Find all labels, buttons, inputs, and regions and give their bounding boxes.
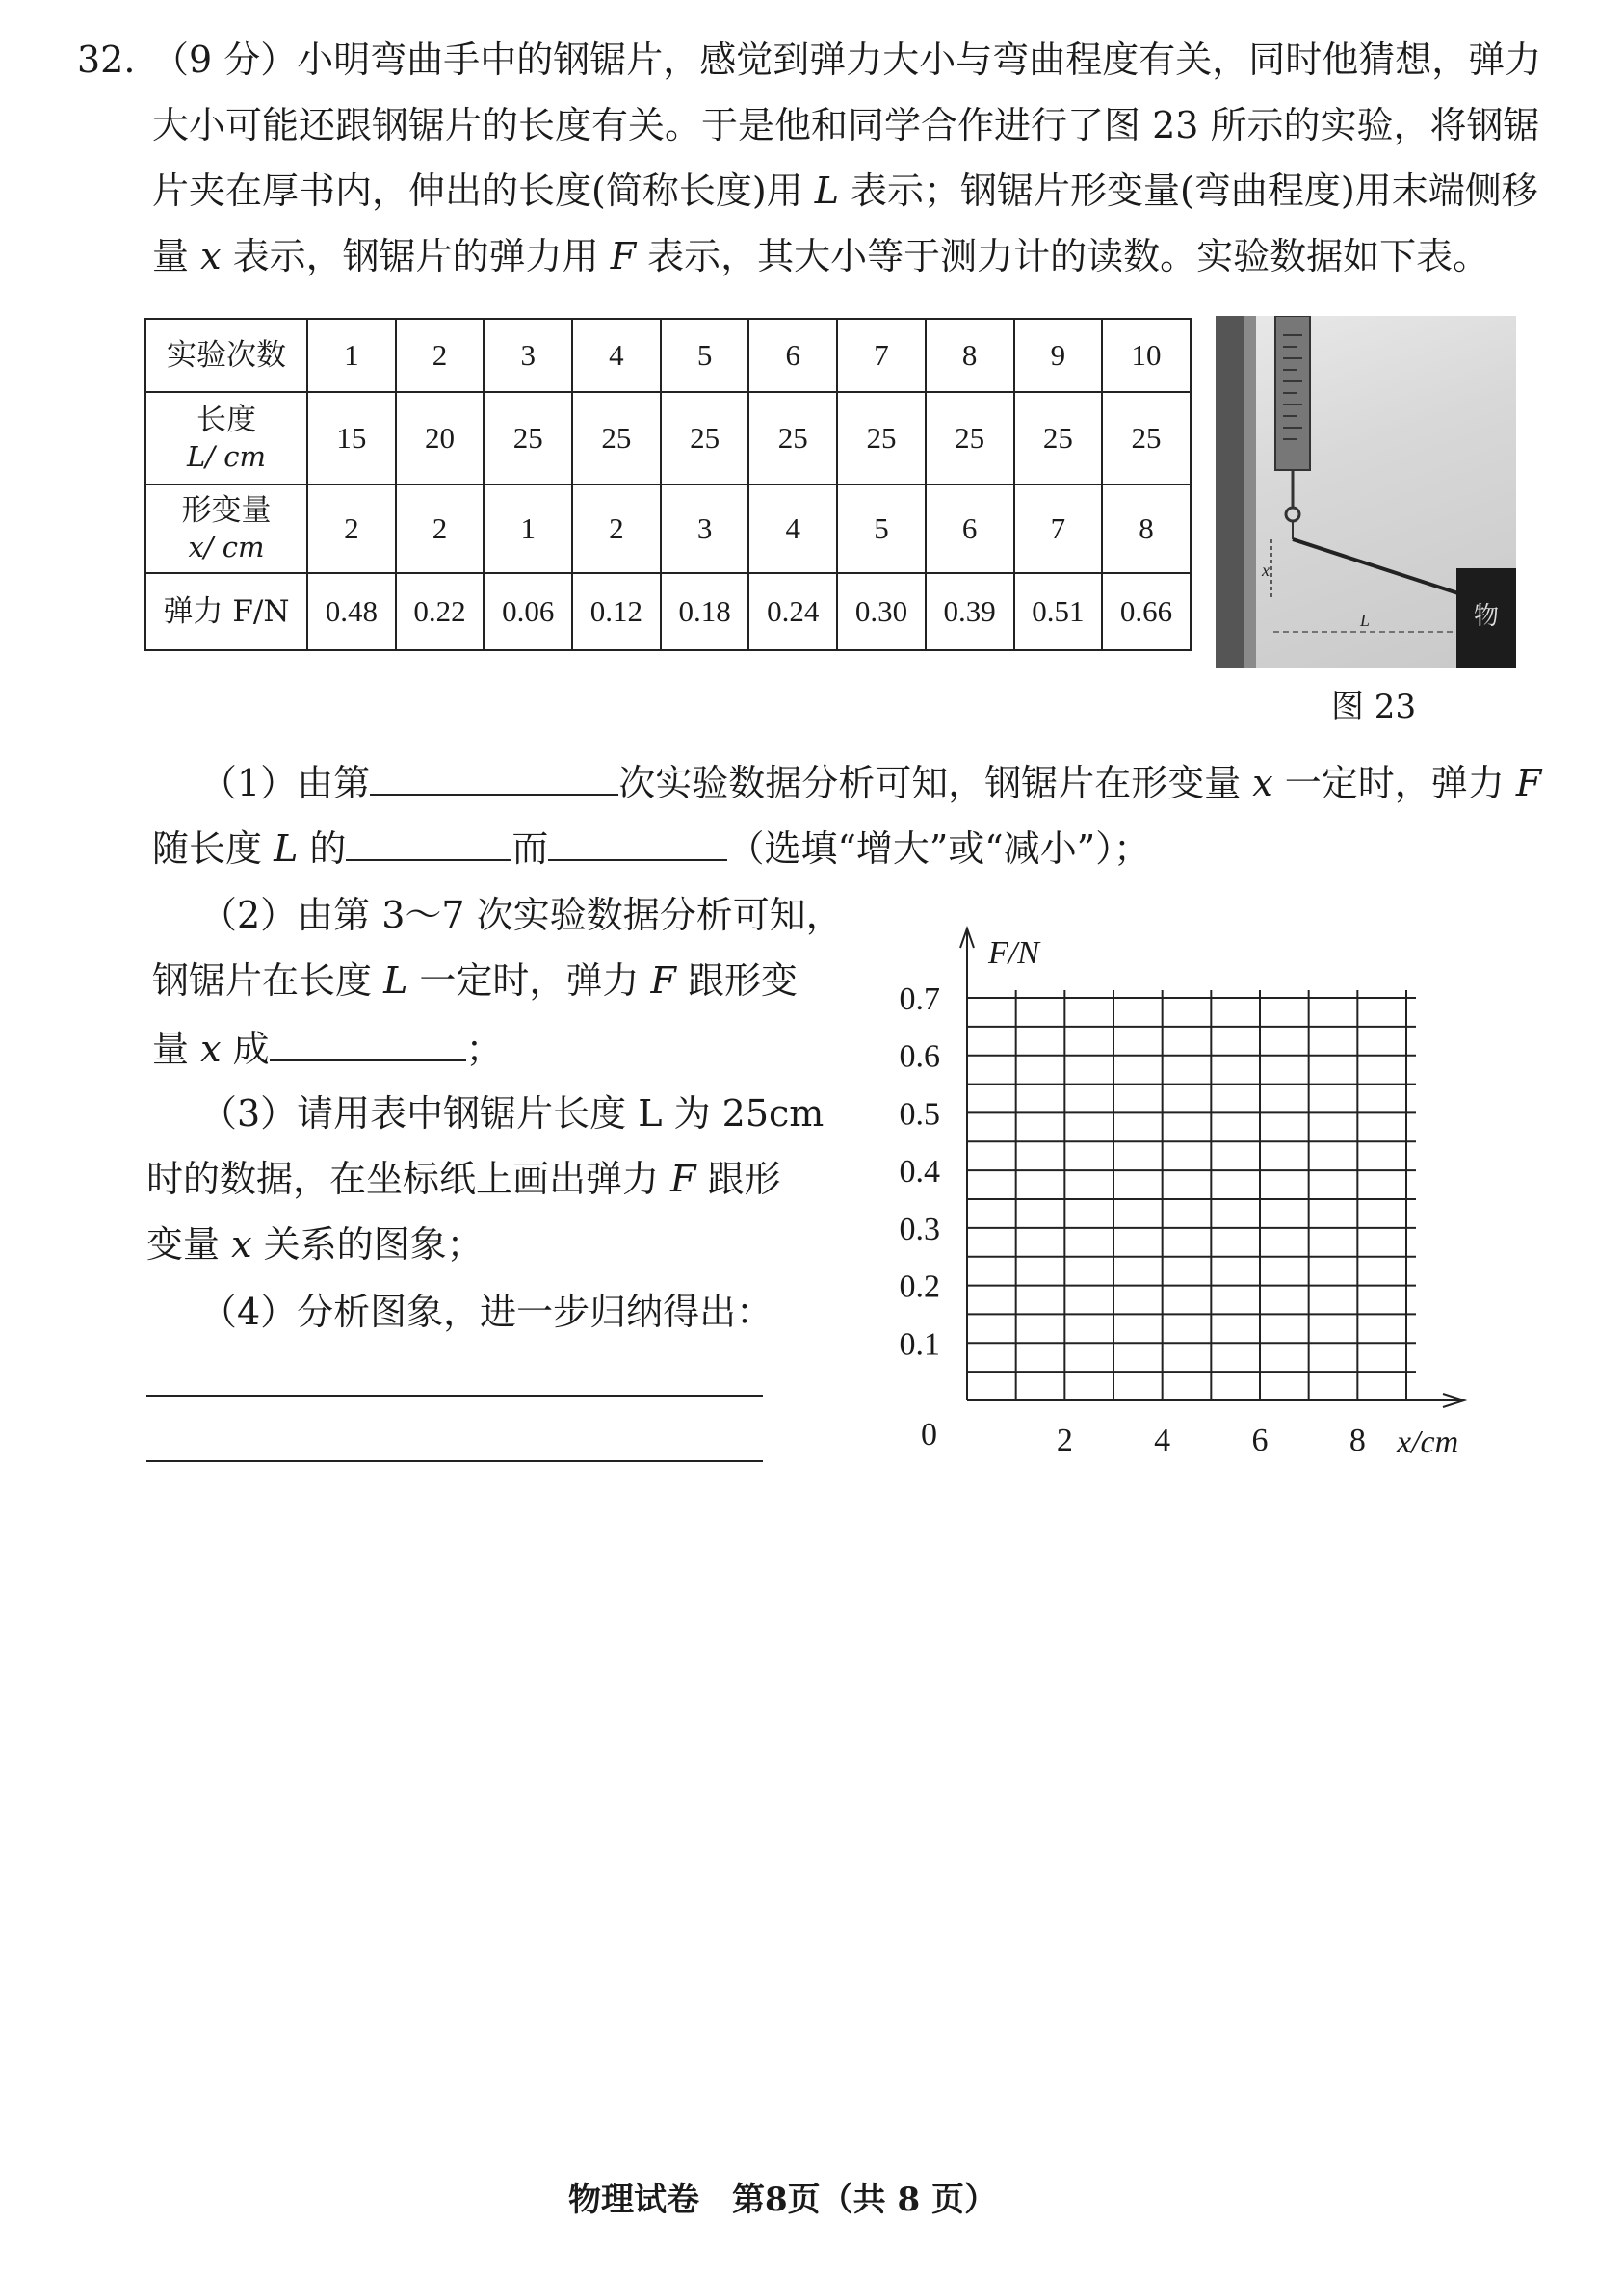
- variable-x: x: [1252, 762, 1273, 804]
- force-cell: 0.51: [1014, 573, 1103, 650]
- header-length-title: 长度: [196, 403, 256, 437]
- variable-F: F: [650, 959, 676, 1002]
- part-4-line-1: （4）分析图象，进一步归纳得出：: [200, 1291, 773, 1333]
- part-1-text: 的: [298, 827, 347, 870]
- deformation-cell: 5: [837, 484, 926, 573]
- force-cell: 0.48: [307, 573, 396, 650]
- part-1-line-2: [152, 823, 1150, 872]
- deformation-cell: 6: [926, 484, 1014, 573]
- part-1-text: （选填“增大”或“减小”）；: [727, 827, 1151, 870]
- graph-axes: [960, 928, 1464, 1407]
- variable-x: x: [200, 1028, 222, 1070]
- figure-caption: 图 23: [1331, 688, 1417, 726]
- question-number: 32.: [77, 39, 136, 81]
- part-3-text: 变量: [146, 1223, 232, 1266]
- table-row-length: [145, 392, 1191, 484]
- trial-cell: 1: [307, 319, 396, 392]
- part-3-line-1: （3）请用表中钢锯片长度 L 为 25cm: [200, 1092, 825, 1135]
- graph-paper[interactable]: [867, 925, 1483, 1464]
- question-text-segment: 表示；钢锯片形变量(弯曲程度)用末端侧移: [838, 170, 1538, 212]
- part-1-text: 次实验数据分析可知，钢锯片在形变量: [618, 762, 1253, 804]
- force-cell: 0.30: [837, 573, 926, 650]
- y-tick-label: 0.2: [899, 1268, 940, 1305]
- question-text-line-3: [152, 168, 1538, 214]
- length-cell: 25: [484, 392, 572, 484]
- graph-tick-labels: [900, 981, 1366, 1458]
- experiment-data-table: [144, 318, 1192, 651]
- variable-L: L: [383, 959, 408, 1002]
- part-2-line-1: （2）由第 3～7 次实验数据分析可知，: [200, 894, 843, 936]
- question-text-segment: 表示，钢锯片的弹力用: [221, 235, 611, 277]
- graph-grid: [967, 990, 1416, 1400]
- header-length: [145, 392, 307, 484]
- part-2-line-2: [152, 957, 798, 1004]
- part-2-text: 成: [221, 1028, 270, 1070]
- length-cell: 25: [1014, 392, 1103, 484]
- deformation-cell: 3: [661, 484, 749, 573]
- y-tick-label: 0.6: [899, 1038, 940, 1075]
- length-cell: 25: [661, 392, 749, 484]
- question-text-segment: 片夹在厚书内，伸出的长度(简称长度)用: [152, 170, 815, 212]
- y-tick-label: 0.4: [899, 1154, 940, 1190]
- hook-ring: [1286, 508, 1299, 521]
- force-cell: 0.66: [1102, 573, 1191, 650]
- force-cell: 0.22: [396, 573, 485, 650]
- length-cell: 15: [307, 392, 396, 484]
- part-2-text: 一定时，弹力: [407, 959, 651, 1002]
- part-2-blank-relation[interactable]: [270, 1023, 466, 1061]
- x-tick-label: 8: [1349, 1423, 1366, 1458]
- part-2-text: 量: [152, 1028, 201, 1070]
- part-1-text: 一定时，弹力: [1272, 762, 1516, 804]
- photo-stand-pole: [1216, 316, 1244, 668]
- saw-blade: [1293, 539, 1464, 595]
- y-tick-label: 0.5: [899, 1096, 940, 1133]
- length-cell: 25: [748, 392, 837, 484]
- page-footer: 物理试卷 第8页（共 8 页）: [568, 2181, 997, 2219]
- photo-label-x: x: [1262, 561, 1270, 580]
- question-text-segment: 量: [152, 235, 201, 277]
- force-cell: 0.12: [572, 573, 661, 650]
- part-3-text: 关系的图象；: [251, 1223, 484, 1266]
- deformation-cell: 2: [396, 484, 485, 573]
- force-cell: 0.18: [661, 573, 749, 650]
- y-tick-label: 0.3: [899, 1211, 940, 1247]
- header-trial: 实验次数: [145, 319, 307, 392]
- trial-cell: 2: [396, 319, 485, 392]
- part-2-text: 钢锯片在长度: [152, 959, 384, 1002]
- variable-F: F: [1515, 762, 1542, 804]
- part-1-text: 随长度: [152, 827, 275, 870]
- part-1-blank-trials[interactable]: [370, 757, 618, 796]
- trial-cell: 10: [1102, 319, 1191, 392]
- x-tick-label: 4: [1154, 1423, 1171, 1458]
- deformation-cell: 2: [307, 484, 396, 573]
- x-tick-label: 2: [1056, 1423, 1073, 1458]
- x-tick-label: 6: [1251, 1423, 1269, 1458]
- trial-cell: 3: [484, 319, 572, 392]
- trial-cell: 5: [661, 319, 749, 392]
- table-row-trials: [145, 319, 1191, 392]
- variable-F: F: [670, 1158, 696, 1200]
- part-4-answer-line-1[interactable]: [146, 1395, 763, 1397]
- header-deformation: [145, 484, 307, 573]
- deformation-cell: 8: [1102, 484, 1191, 573]
- variable-L: L: [274, 827, 299, 870]
- y-tick-label: 0.7: [899, 981, 940, 1017]
- header-deformation-unit: x/ cm: [188, 531, 265, 563]
- part-3-line-3: [146, 1221, 484, 1268]
- deformation-cell: 4: [748, 484, 837, 573]
- header-force: 弹力 F/N: [145, 573, 307, 650]
- question-text-line-4: [152, 233, 1489, 279]
- experiment-photo-drawing: [1216, 316, 1516, 668]
- photo-label-L: L: [1360, 611, 1371, 630]
- length-cell: 25: [572, 392, 661, 484]
- table-row-force: [145, 573, 1191, 650]
- book-label: 物: [1474, 602, 1500, 631]
- x-axis-label: x/cm: [1397, 1425, 1459, 1460]
- part-3-text: 时的数据，在坐标纸上画出弹力: [146, 1158, 671, 1200]
- part-1-text: 而: [511, 827, 549, 870]
- length-cell: 20: [396, 392, 485, 484]
- header-deformation-title: 形变量: [181, 493, 272, 528]
- part-1-text: （1）由第: [200, 762, 371, 804]
- y-tick-label: 0.1: [899, 1326, 940, 1363]
- trial-cell: 9: [1014, 319, 1103, 392]
- force-cell: 0.39: [926, 573, 1014, 650]
- force-cell: 0.06: [484, 573, 572, 650]
- trial-cell: 7: [837, 319, 926, 392]
- experiment-photo: [1216, 316, 1516, 668]
- deformation-cell: 2: [572, 484, 661, 573]
- part-1-blank-trend[interactable]: [548, 823, 727, 861]
- length-cell: 25: [926, 392, 1014, 484]
- variable-F: F: [610, 235, 637, 277]
- part-4-answer-line-2[interactable]: [146, 1460, 763, 1462]
- question-text-line-1: （9 分）小明弯曲手中的钢锯片，感觉到弹力大小与弯曲程度有关，同时他猜想，弹力: [152, 39, 1542, 81]
- variable-x: x: [200, 235, 222, 277]
- table-row-deformation: [145, 484, 1191, 573]
- length-cell: 25: [837, 392, 926, 484]
- photo-stand-edge: [1244, 316, 1256, 668]
- part-2-line-3: [152, 1023, 503, 1072]
- deformation-cell: 1: [484, 484, 572, 573]
- part-1-blank-length[interactable]: [346, 823, 511, 861]
- force-cell: 0.24: [748, 573, 837, 650]
- trial-cell: 6: [748, 319, 837, 392]
- part-1-line-1: [200, 757, 1541, 806]
- deformation-cell: 7: [1014, 484, 1103, 573]
- question-text-line-2: 大小可能还跟钢锯片的长度有关。于是他和同学合作进行了图 23 所示的实验，将钢锯: [152, 104, 1540, 146]
- trial-cell: 4: [572, 319, 661, 392]
- question-text-segment: 表示，其大小等于测力计的读数。实验数据如下表。: [636, 235, 1490, 277]
- length-cell: 25: [1102, 392, 1191, 484]
- trial-cell: 8: [926, 319, 1014, 392]
- origin-label: 0: [921, 1417, 937, 1452]
- variable-x: x: [231, 1223, 252, 1266]
- variable-L: L: [814, 170, 839, 212]
- y-axis-label: F/N: [988, 935, 1039, 971]
- part-2-text: 跟形变: [675, 959, 798, 1002]
- header-length-unit: L/ cm: [187, 440, 266, 473]
- part-3-line-2: [146, 1156, 781, 1202]
- part-2-text: ；: [465, 1028, 503, 1070]
- part-3-text: 跟形: [695, 1158, 781, 1200]
